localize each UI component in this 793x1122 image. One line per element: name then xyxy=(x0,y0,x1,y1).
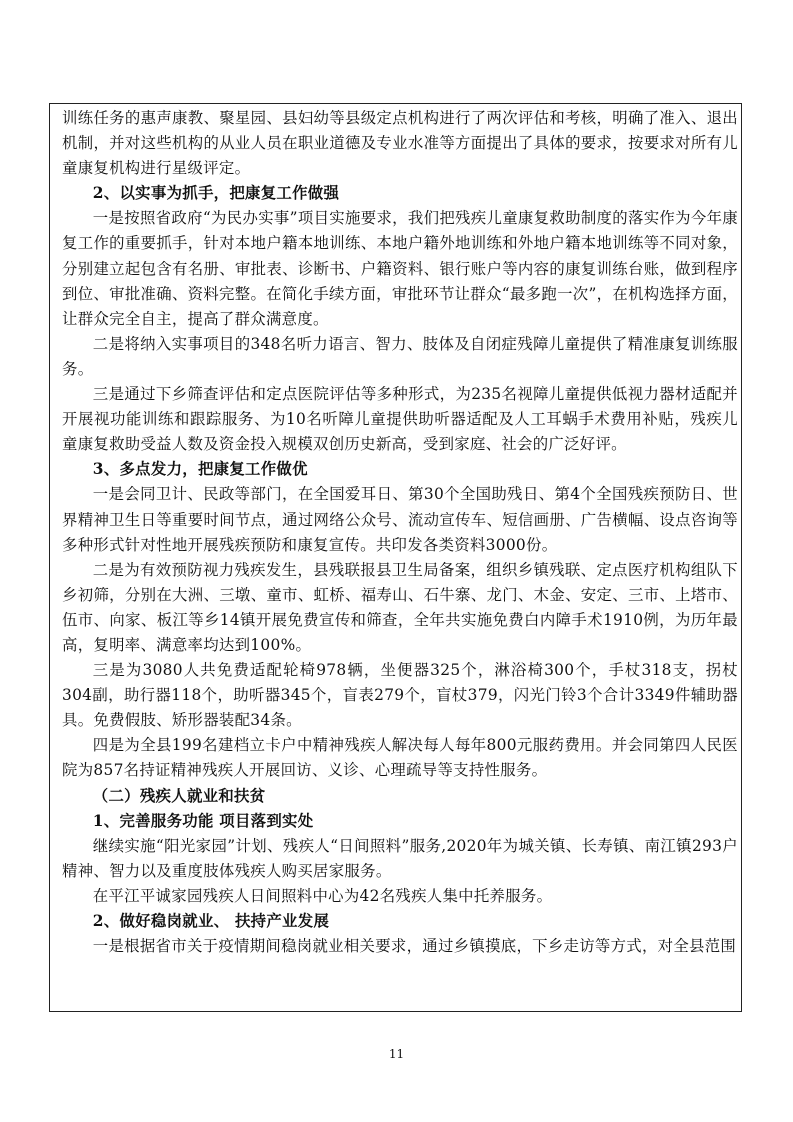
paragraph-continuation: 训练任务的惠声康教、聚星园、县妇幼等县级定点机构进行了两次评估和考核，明确了准入、退出机制，并对这些机构的从业人员在职业道德及专业水准等方面提出了具体的要求，按要求对所有儿童康复机构进行星级评定。 xyxy=(62,109,738,178)
paragraph: 一是按照省政府“为民办实事”项目实施要求，我们把残疾儿童康复救助制度的落实作为今年康复工作的重要抓手，针对本地户籍本地训练、本地户籍外地训练和外地户籍本地训练等不同对象，分别建立起包含有名册、审批表、诊断书、户籍资料、银行账户等内容的康复训练台账，做到程序到位、审批准确、资料完整。在简化手续方面，审批环节让群众“最多跑一次”，在机构选择方面，让群众完全自主，提高了群众满意度。 xyxy=(62,209,738,328)
paragraph: 继续实施“阳光家园”计划、残疾人“日间照料”服务,2020年为城关镇、长寿镇、南江镇293户精神、智力以及重度肢体残疾人购买居家服务。 xyxy=(62,836,738,880)
chapter-heading: （二）残疾人就业和扶贫 xyxy=(92,786,266,805)
paragraph: 一是会同卫计、民政等部门，在全国爱耳日、第30个全国助残日、第4个全国残疾预防日、世界精神卫生日等重要时间节点，通过网络公众号、流动宣传车、短信画册、广告横幅、设点咨询等多种形式针对性地开展残疾预防和康复宣传。共印发各类资料3000份。 xyxy=(62,485,738,554)
section-heading-2b: 2、做好稳岗就业、 扶持产业发展 xyxy=(92,912,330,930)
paragraph: 一是根据省市关于疫情期间稳岗就业相关要求，通过乡镇摸底，下乡走访等方式，对全县范围 xyxy=(92,937,737,956)
paragraph: 二是将纳入实事项目的348名听力语言、智力、肢体及自闭症残障儿童提供了精准康复训练服务。 xyxy=(62,334,738,378)
section-heading-2: 2、以实事为抓手，把康复工作做强 xyxy=(92,184,340,203)
paragraph: 三是为3080人共免费适配轮椅978辆，坐便器325个，淋浴椅300个，手杖318支，拐杖304副，助行器118个，助听器345个，盲表279个，盲杖379，闪光门铃3个合计3349件辅助器具。免费假肢、矫形器装配34条。 xyxy=(62,661,738,730)
paragraph: 二是为有效预防视力残疾发生，县残联报县卫生局备案，组织乡镇残联、定点医疗机构组队下乡初筛，分别在大洲、三墩、童市、虹桥、福寿山、石牛寨、龙门、木金、安定、三市、上塔市、伍市、向家、板江等乡14镇开展免费宣传和筛查，全年共实施免费白内障手术1910例，为历年最高，复明率、满意率均达到100%。 xyxy=(62,560,738,654)
paragraph: 在平江平诚家园残疾人日间照料中心为42名残疾人集中托养服务。 xyxy=(92,886,553,905)
paragraph: 三是通过下乡筛查评估和定点医院评估等多种形式，为235名视障儿童提供低视力器材适配并开展视功能训练和跟踪服务、为10名听障儿童提供助听器适配及人工耳蜗手术费用补贴，残疾儿童康复救助受益人数及资金投入规模双创历史新高，受到家庭、社会的广泛好评。 xyxy=(62,385,738,454)
document-body xyxy=(62,106,738,959)
page-number: 11 xyxy=(388,1047,405,1061)
paragraph: 四是为全县199名建档立卡户中精神残疾人解决每人每年800元服药费用。并会同第四人民医院为857名持证精神残疾人开展回访、义诊、心理疏导等支持性服务。 xyxy=(62,736,738,780)
section-heading-3: 3、多点发力，把康复工作做优 xyxy=(92,460,308,479)
section-heading-1: 1、完善服务功能 项目落到实处 xyxy=(92,811,314,830)
